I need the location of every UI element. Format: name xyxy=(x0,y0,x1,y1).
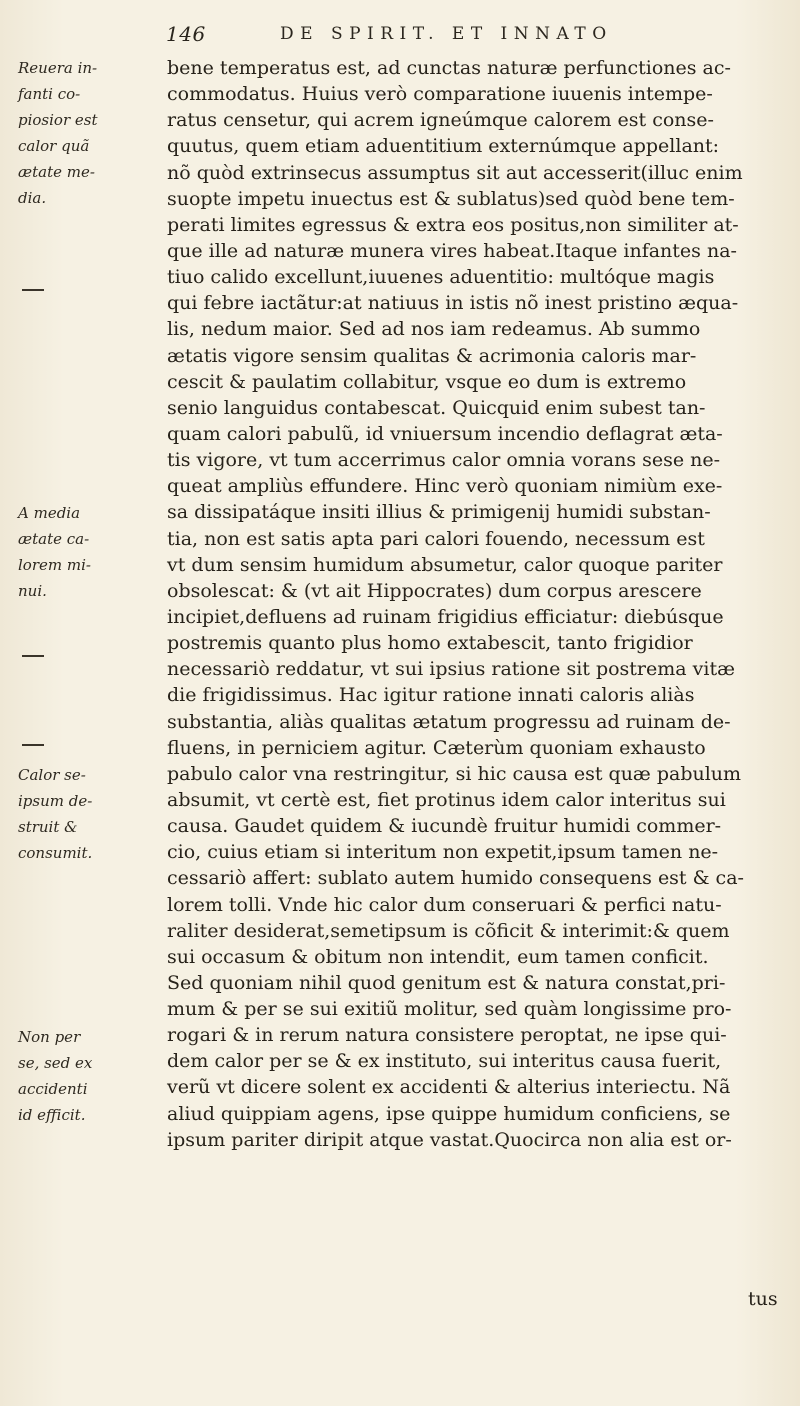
text-line: suopte impetu inuectus est & sublatus)sed quòd bene tem- xyxy=(167,187,735,210)
text-line: commodatus. Huius verò comparatione iuuenis intempe- xyxy=(167,83,713,106)
running-title: DE SPIRIT. ET INNATO xyxy=(280,24,613,44)
text-line: fluens, in perniciem agitur. Cæterùm quoniam exhausto xyxy=(167,736,706,759)
text-line: tia, non est satis apta pari calori fouendo, necessum est xyxy=(167,527,705,550)
text-line: mum & per se sui exitiũ molitur, sed quàm longissime pro- xyxy=(167,998,732,1021)
text-line: tis vigore, vt tum accerrimus calor omnia vorans sese ne- xyxy=(167,449,721,472)
margin-rule xyxy=(22,655,44,657)
page-number: 146 xyxy=(166,22,206,46)
text-line: perati limites egressus & extra eos positus,non similiter at- xyxy=(167,213,739,236)
margin-note xyxy=(18,1024,158,1128)
margin-note-line: Reuera in- xyxy=(18,59,98,77)
text-line: aliud quippiam agens, ipse quippe humidum conficiens, se xyxy=(167,1102,731,1125)
text-line: absumit, vt certè est, fiet protinus idem calor interitus sui xyxy=(167,788,726,811)
text-line: cessariò affert: sublato autem humido consequens est & ca- xyxy=(167,867,744,890)
margin-note-line: accidenti xyxy=(18,1080,88,1099)
margin-note-line: nui. xyxy=(18,582,47,601)
margin-note xyxy=(18,500,158,604)
text-line: tiuo calido excellunt,iuuenes aduentitio: multóque magis xyxy=(167,266,715,289)
text-line: ratus censetur, qui acrem igneúmque calorem est conse- xyxy=(167,109,714,132)
text-line: Sed quoniam nihil quod genitum est & natura constat,pri- xyxy=(167,971,726,994)
margin-note-line: ætate ca- xyxy=(18,530,90,549)
margin-note-line: Non per xyxy=(18,1028,81,1046)
text-line: causa. Gaudet quidem & iucundè fruitur humidi commer- xyxy=(167,815,722,838)
text-line: senio languidus contabescat. Quicquid enim subest tan- xyxy=(167,396,706,419)
text-line: raliter desiderat,semetipsum is cõficit & interimit:& quem xyxy=(167,919,730,942)
text-line: bene temperatus est, ad cunctas naturæ perfunctiones ac- xyxy=(167,57,731,79)
margin-note-line: consumit. xyxy=(18,844,93,863)
text-line: sui occasum & obitum non intendit, eum tamen conficit. xyxy=(167,945,709,968)
text-line: nõ quòd extrinsecus assumptus sit aut accesserit(illuc enim xyxy=(167,161,743,184)
margin-note-line: lorem mi- xyxy=(18,556,91,575)
text-line: quam calori pabulũ, id vniuersum incendio deflagrat æta- xyxy=(167,422,723,445)
margin-rule xyxy=(22,744,44,746)
text-line: qui febre iactãtur:at natiuus in istis nõ inest pristino æqua- xyxy=(167,292,739,315)
margin-note-line: ætate me- xyxy=(18,163,95,182)
text-line: die frigidissimus. Hac igitur ratione innati caloris aliàs xyxy=(167,684,695,707)
margin-note-line: Calor se- xyxy=(18,766,86,784)
margin-note-line: ipsum de- xyxy=(18,792,93,811)
text-line: postremis quanto plus homo extabescit, tanto frigidior xyxy=(167,632,693,655)
text-line: ipsum pariter diripit atque vastat.Quocirca non alia est or- xyxy=(167,1128,732,1151)
running-head xyxy=(0,22,800,52)
body-text xyxy=(167,55,791,1153)
text-line: cescit & paulatim collabitur, vsque eo dum is extremo xyxy=(167,370,687,393)
margin-note-line: fanti co- xyxy=(18,85,81,104)
text-line: ætatis vigore sensim qualitas & acrimonia caloris mar- xyxy=(167,344,697,367)
margin-rule xyxy=(22,289,44,291)
text-line: cio, cuius etiam si interitum non expetit,ipsum tamen ne- xyxy=(167,841,719,864)
margin-note-line: dia. xyxy=(18,189,47,208)
text-line: sa dissipatáque insiti illius & primigenij humidi substan- xyxy=(167,501,711,524)
text-line: obsolescat: & (vt ait Hippocrates) dum corpus arescere xyxy=(167,579,702,602)
text-line: vt dum sensim humidum absumetur, calor quoque pariter xyxy=(167,553,723,576)
text-line: rogari & in rerum natura consistere peroptat, ne ipse qui- xyxy=(167,1024,727,1047)
margin-note-line: id efficit. xyxy=(18,1106,86,1125)
text-line: lis, nedum maior. Sed ad nos iam redeamus. Ab summo xyxy=(167,318,701,341)
margin-note-line: se, sed ex xyxy=(18,1054,93,1073)
margin-note xyxy=(18,55,158,212)
text-line: dem calor per se & ex instituto, sui interitus causa fuerit, xyxy=(167,1050,722,1073)
text-line: incipiet,defluens ad ruinam frigidius efficiatur: diebúsque xyxy=(167,605,724,628)
margin-note-line: A media xyxy=(18,504,81,522)
text-line: pabulo calor vna restringitur, si hic causa est quæ pabulum xyxy=(167,762,742,785)
catchword: tus xyxy=(748,1288,778,1310)
text-line: substantia, aliàs qualitas ætatum progressu ad ruinam de- xyxy=(167,710,731,733)
margin-note-line: struit & xyxy=(18,818,78,837)
text-line: lorem tolli. Vnde hic calor dum conseruari & perfici natu- xyxy=(167,893,722,916)
text-line: queat ampliùs effundere. Hinc verò quoniam nimiùm exe- xyxy=(167,475,723,498)
margin-note xyxy=(18,762,158,866)
text-line: que ille ad naturæ munera vires habeat.Itaque infantes na- xyxy=(167,239,737,262)
margin-note-line: piosior est xyxy=(18,111,98,130)
text-line: quutus, quem etiam aduentitium externúmque appellant: xyxy=(167,135,720,158)
text-line: necessariò reddatur, vt sui ipsius ratione sit postrema vitæ xyxy=(167,658,735,681)
text-line: verũ vt dicere solent ex accidenti & alterius interiectu. Nã xyxy=(167,1076,731,1099)
margin-note-line: calor quã xyxy=(18,137,90,156)
